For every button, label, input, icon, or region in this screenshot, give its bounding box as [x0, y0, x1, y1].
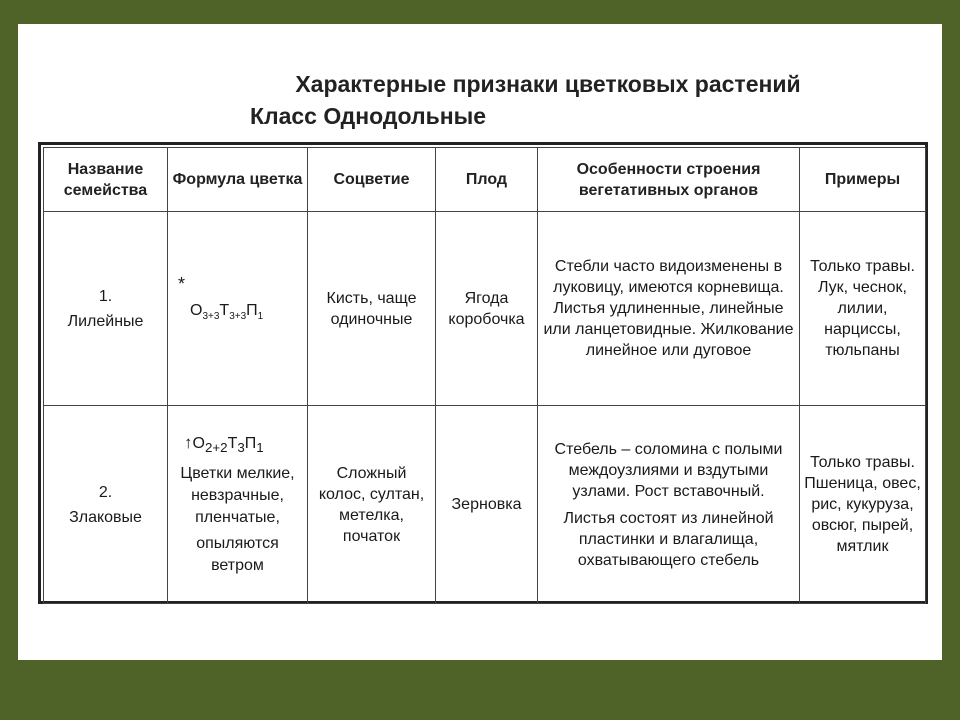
cell-fruit: Ягода коробочка: [436, 212, 538, 406]
structure-text: Стебли часто видоизменены в луковицу, имеются корневища. Листья удлиненные, линейные или ланцетовидные. Жилкование линейное или дуговое: [543, 258, 794, 359]
cell-examples: Только травы. Лук, чеснок, лилии, нарциссы, тюльпаны: [800, 212, 926, 406]
flower-formula: $О_{3+3}Т_{3+3}П_1$: [190, 302, 264, 323]
structure-text: Листья состоят из линейной пластинки и влагалища, охватывающего стебель: [563, 509, 774, 569]
page-subtitle: Класс Однодольные: [249, 103, 487, 129]
cell-formula: [168, 212, 308, 406]
header-formula: Формула цветка: [168, 148, 308, 212]
cell-inflorescence: Сложный колос, султан, метелка, початок: [308, 406, 436, 604]
cell-formula: [168, 406, 308, 604]
family-name: Злаковые: [69, 508, 142, 526]
flower-formula: $↑О_{2+2}Т_3П_1$: [184, 433, 264, 456]
cell-inflorescence: Кисть, чаще одиночные: [308, 212, 436, 406]
header-examples: Примеры: [800, 148, 926, 212]
cell-examples: Только травы. Пшеница, овес, рис, кукуруза, овсюг, пырей, мятлик: [800, 406, 926, 604]
characteristics-table: [43, 147, 926, 604]
cell-family: [44, 406, 168, 604]
radial-symmetry-icon: *: [178, 274, 186, 294]
family-number: 1.: [98, 287, 113, 305]
zygomorphic-arrow-icon: ↑: [184, 433, 193, 453]
formula-note-2: опыляются ветром: [196, 534, 279, 574]
table-frame: [38, 142, 928, 604]
page-title: Характерные признаки цветковых растений: [295, 71, 801, 97]
structure-text: Стебель – соломина с полыми междоузлиями и вздутыми узлами. Рост вставочный.: [554, 440, 783, 500]
table-header-row: [44, 148, 926, 212]
formula-note: Цветки мелкие, невзрачные, пленчатые,: [180, 464, 295, 526]
header-structure: Особенности строения вегетативных органов: [538, 148, 800, 212]
family-name: Лилейные: [67, 312, 144, 330]
cell-fruit: Зерновка: [436, 406, 538, 604]
table-row: [44, 212, 926, 406]
slide: [18, 24, 942, 660]
cell-structure: [538, 212, 800, 406]
cell-family: [44, 212, 168, 406]
family-number: 2.: [98, 483, 113, 501]
header-fruit: Плод: [436, 148, 538, 212]
header-family: Название семейства: [44, 148, 168, 212]
header-inflorescence: Соцветие: [308, 148, 436, 212]
cell-structure: [538, 406, 800, 604]
table-row: [44, 406, 926, 604]
